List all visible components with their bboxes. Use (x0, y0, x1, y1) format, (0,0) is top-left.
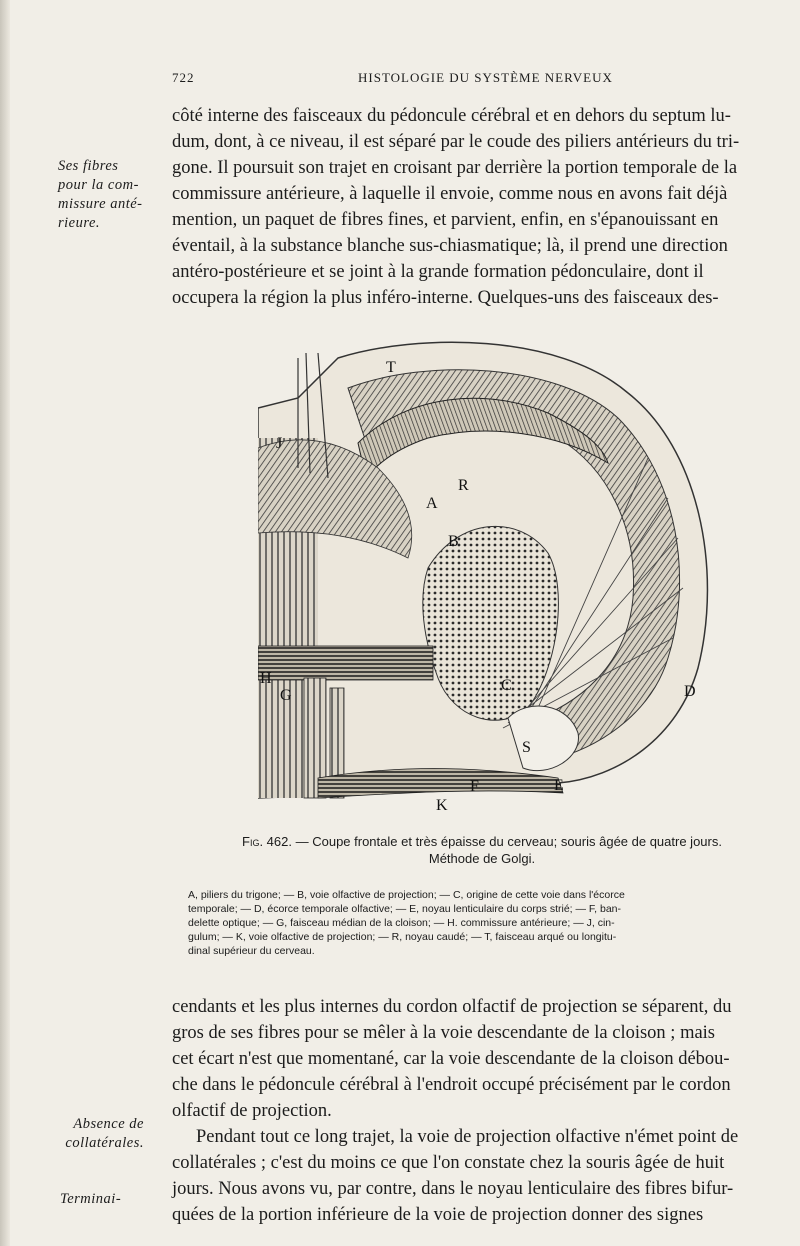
brain-section-figure (258, 338, 728, 816)
margin-note-line: Absence de (73, 1116, 144, 1132)
text-line: gone. Il poursuit son trajet en croisant par derrière la portion temporale de la (172, 158, 738, 178)
figure-legend (188, 888, 788, 958)
figure-label: B (448, 533, 459, 550)
figure-label: C (501, 677, 512, 694)
caption-text: — Coupe frontale et très épaisse du cerveau; souris âgée de quatre jours. (295, 834, 722, 849)
margin-note-line: Ses fibres (58, 158, 119, 174)
text-line: dum, dont, à ce niveau, il est séparé par le coude des piliers antérieurs du tri- (172, 132, 740, 152)
legend-line: gulum; — K, voie olfactive de projection; — R, noyau caudé; — T, faisceau arqué ou longitu- (188, 931, 617, 943)
text-line: cendants et les plus internes du cordon olfactif de projection se séparent, du (172, 997, 732, 1017)
text-line: gros de ses fibres pour se mêler à la voie descendante de la cloison ; mais (172, 1023, 716, 1043)
page-number: 722 (172, 70, 195, 85)
margin-note-line: pour la com- (58, 177, 139, 193)
text-line: éventail, à la substance blanche sus-chiasmatique; là, il prend une direction (172, 236, 728, 256)
legend-line: A, piliers du trigone; — B, voie olfactive de projection; — C, origine de cette voie dans l'écorce (188, 889, 625, 901)
running-title: HISTOLOGIE DU SYSTÈME NERVEUX (358, 70, 613, 85)
text-line: Pendant tout ce long trajet, la voie de projection olfactive n'émet point de (196, 1127, 739, 1147)
figure-label: R (458, 477, 469, 494)
figure-label: G (280, 687, 292, 704)
text-line: quées de la portion inférieure de la voie de projection donner des signes (172, 1205, 704, 1225)
page-binding-edge (0, 0, 10, 1246)
figure-label: D (684, 683, 696, 700)
figure-label: S (522, 739, 531, 756)
margin-note-line: collatérales. (65, 1135, 144, 1151)
text-line: antéro-postérieure et se joint à la grande formation pédonculaire, dont il (172, 262, 704, 282)
text-line: mention, un paquet de fibres fines, et parvient, enfin, en s'épanouissant en (172, 210, 719, 230)
figure-label: K (436, 797, 448, 814)
figure-label: E (554, 777, 564, 794)
margin-note-collaterals (44, 1115, 144, 1153)
figure-label: H (260, 670, 272, 687)
figure-number: Fig. 462. (242, 834, 292, 849)
legend-line: delette optique; — G, faisceau médian de la cloison; — H. commissure antérieure; — J, cin- (188, 917, 615, 929)
margin-note-line: missure anté- (58, 196, 143, 212)
figure-label: A (426, 495, 438, 512)
text-line: jours. Nous avons vu, par contre, dans le noyau lenticulaire des fibres bifur- (172, 1179, 734, 1199)
brain-section-illustration (258, 338, 728, 816)
figure-label: J (276, 435, 283, 452)
text-line: commissure antérieure, à laquelle il envoie, comme nous en avons fait déjà (172, 184, 728, 204)
legend-line: dinal supérieur du cerveau. (188, 945, 315, 957)
text-line: olfactif de projection. (172, 1101, 332, 1121)
margin-note-terminations (60, 1190, 152, 1209)
margin-note-line: Terminai- (60, 1191, 122, 1207)
text-line: cet écart n'est que momentané, car la voie descendante de la cloison débou- (172, 1049, 730, 1069)
paragraph-2 (172, 994, 792, 1228)
paragraph-1 (172, 103, 792, 311)
text-line: occupera la région la plus inféro-interne. Quelques-uns des faisceaux des- (172, 288, 719, 308)
legend-line: temporale; — D, écorce temporale olfactive; — E, noyau lenticulaire du corps strié; — F, ban- (188, 903, 622, 915)
caption-method: Méthode de Golgi. (428, 851, 536, 866)
margin-note-line: rieure. (58, 215, 101, 231)
text-line: côté interne des faisceaux du pédoncule cérébral et en dehors du septum lu- (172, 106, 731, 126)
running-header (172, 70, 772, 90)
figure-caption (172, 833, 792, 867)
figure-label: F (470, 778, 479, 795)
text-line: che dans le pédoncule cérébral à l'endroit occupé précisément par le cordon (172, 1075, 731, 1095)
margin-note-commissure (58, 157, 150, 233)
text-line: collatérales ; c'est du moins ce que l'on constate chez la souris âgée de huit (172, 1153, 725, 1173)
figure-label: T (386, 359, 396, 376)
